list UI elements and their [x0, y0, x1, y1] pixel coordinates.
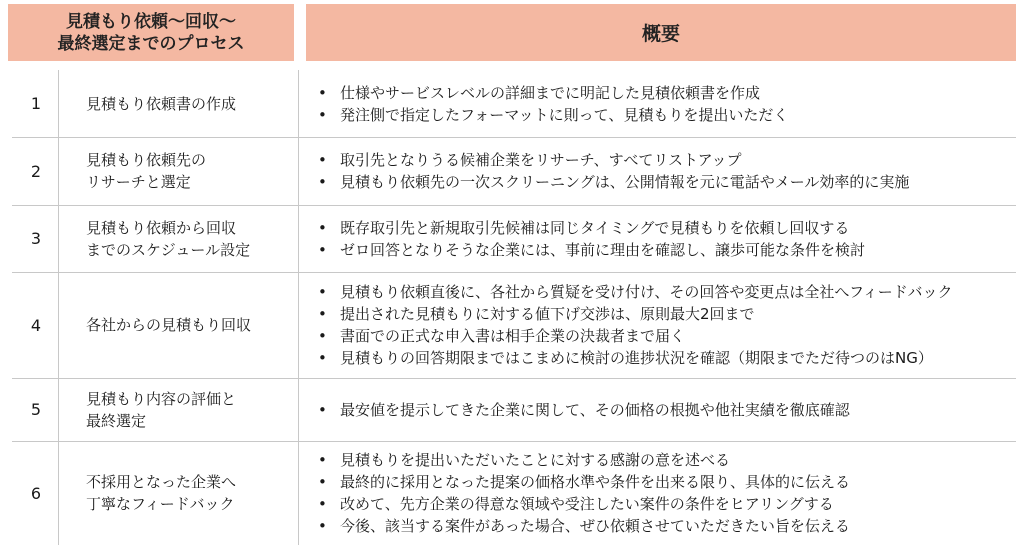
process-name-line: 見積もり内容の評価と [86, 389, 237, 408]
bullet-item [310, 239, 1016, 261]
table-row [8, 70, 1016, 137]
bullet-item [310, 493, 1016, 515]
bullet-text: 提出された見積もりに対する値下げ交渉は、原則最大2回まで [340, 305, 755, 323]
overview-bullets [310, 378, 1016, 441]
bullet-icon: • [318, 495, 327, 513]
bullet-icon: • [318, 305, 327, 323]
bullet-text: 今後、該当する案件があった場合、ぜひ依頼させていただきたい旨を伝える [340, 517, 850, 535]
overview-bullets [310, 441, 1016, 545]
bullet-item [310, 515, 1016, 537]
bullet-icon: • [318, 218, 327, 237]
bullet-text: 書面での正式な申入書は相手企業の決裁者まで届く [340, 327, 686, 345]
step-number: 5 [30, 400, 42, 419]
process-name [86, 205, 286, 272]
table-row [8, 205, 1016, 272]
process-name-line: リサーチと選定 [86, 173, 191, 191]
process-name-line: 丁寧なフィードバック [86, 495, 235, 513]
bullet-icon: • [318, 83, 327, 102]
overview-bullets [310, 137, 1016, 205]
column-divider [298, 70, 299, 545]
bullet-item [310, 217, 1016, 239]
step-number: 6 [30, 483, 42, 503]
bullet-item [310, 399, 1016, 421]
overview-bullets [310, 70, 1016, 137]
row-divider [12, 205, 1016, 206]
process-name-line: 見積もり依頼先の [86, 151, 207, 169]
process-name-line: 最終選定 [86, 411, 147, 430]
table-row [8, 137, 1016, 205]
bullet-icon: • [318, 517, 327, 535]
process-name-line: 見積もり依頼書の作成 [86, 94, 237, 113]
bullet-item [310, 149, 1016, 171]
table-row [8, 441, 1016, 545]
bullet-text: 最終的に採用となった提案の価格水準や条件を出来る限り、具体的に伝える [340, 473, 851, 491]
process-header-line-1: 見積もり依頼～回収～ [66, 11, 236, 32]
bullet-icon: • [318, 400, 327, 419]
bullet-text: 既存取引先と新規取引先候補は同じタイミングで見積もりを依頼し回収する [340, 218, 850, 237]
table-row [8, 378, 1016, 441]
step-number: 1 [30, 94, 42, 113]
row-divider [12, 378, 1016, 379]
bullet-icon: • [318, 240, 327, 259]
bullet-item [310, 303, 1016, 325]
bullet-text: 改めて、先方企業の得意な領域や受注したい案件の条件をヒアリングする [340, 495, 834, 513]
process-name [86, 272, 286, 378]
bullet-text: 発注側で指定したフォーマットに則って、見積もりを提出いただく [340, 105, 789, 124]
process-column-header [8, 4, 294, 61]
bullet-text: 見積もりを提出いただいたことに対する感謝の意を述べる [340, 451, 731, 469]
bullet-text: 見積もり依頼先の一次スクリーニングは、公開情報を元に電話やメール効率的に実施 [340, 173, 910, 191]
overview-bullets [310, 205, 1016, 272]
bullet-text: 見積もりの回答期限まではこまめに検討の進捗状況を確認（期限までただ待つのはNG） [340, 349, 933, 367]
bullet-item [310, 325, 1016, 347]
step-number: 4 [30, 315, 42, 335]
bullet-text: ゼロ回答となりそうな企業には、事前に理由を確認し、譲歩可能な条件を検討 [340, 240, 866, 259]
process-name [86, 441, 286, 545]
bullet-icon: • [318, 283, 327, 301]
process-name-line: 見積もり依頼から回収 [86, 218, 237, 237]
step-number: 2 [30, 161, 42, 181]
bullet-item [310, 471, 1016, 493]
bullet-icon: • [318, 473, 327, 491]
bullet-text: 仕様やサービスレベルの詳細までに明記した見積依頼書を作成 [340, 83, 761, 102]
bullet-icon: • [318, 349, 327, 367]
bullet-item [310, 449, 1016, 471]
step-number: 3 [30, 229, 42, 248]
bullet-text: 最安値を提示してきた企業に関して、その価格の根拠や他社実績を徹底確認 [340, 400, 850, 419]
overview-bullets [310, 272, 1016, 378]
column-divider [58, 70, 59, 545]
bullet-item [310, 104, 1016, 126]
bullet-item [310, 171, 1016, 193]
bullet-text: 取引先となりうる候補企業をリサーチ、すべてリストアップ [340, 151, 742, 169]
bullet-text: 見積もり依頼直後に、各社から質疑を受け付け、その回答や変更点は全社へフィードバック [340, 283, 953, 301]
process-name-line: 不採用となった企業へ [86, 473, 237, 491]
row-divider [12, 272, 1016, 273]
bullet-item [310, 82, 1016, 104]
row-divider [12, 441, 1016, 442]
bullet-icon: • [318, 105, 327, 124]
process-name-line: までのスケジュール設定 [86, 240, 251, 259]
process-name [86, 378, 286, 441]
bullet-item [310, 281, 1016, 303]
bullet-icon: • [318, 327, 327, 345]
process-header-line-2: 最終選定までのプロセス [57, 33, 245, 54]
process-name-line: 各社からの見積もり回収 [86, 316, 252, 334]
overview-column-header: 概要 [306, 4, 1016, 61]
bullet-icon: • [318, 173, 327, 191]
process-name [86, 70, 286, 137]
row-divider [12, 137, 1016, 138]
table-row [8, 272, 1016, 378]
bullet-item [310, 347, 1016, 369]
process-name [86, 137, 286, 205]
bullet-icon: • [318, 451, 327, 469]
bullet-icon: • [318, 151, 327, 169]
